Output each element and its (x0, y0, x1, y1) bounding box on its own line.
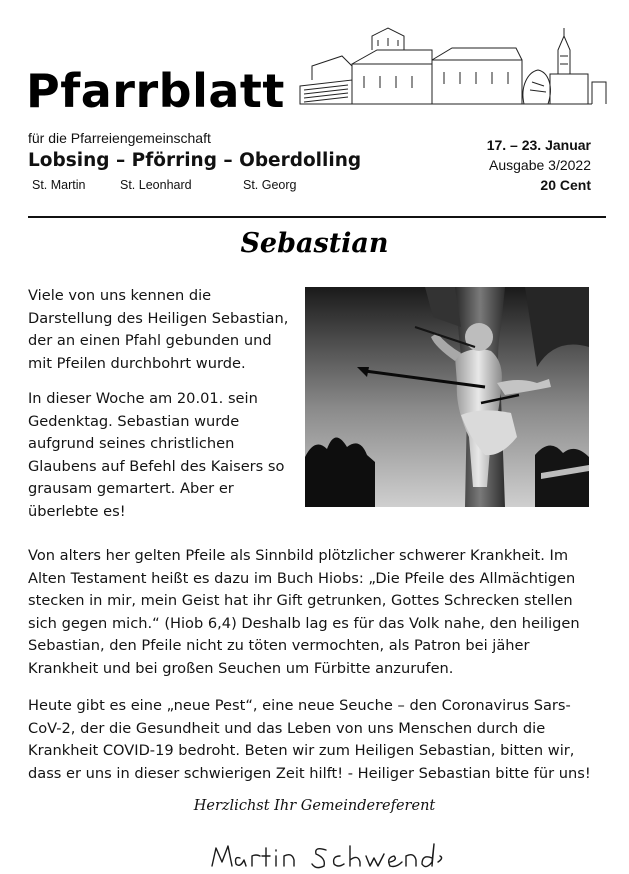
church-illustration (292, 26, 612, 108)
saint-label: St. Martin (32, 178, 86, 192)
newsletter-title: Pfarrblatt (26, 64, 285, 118)
header-divider (28, 216, 606, 218)
intro-column (28, 285, 296, 536)
saint-label: St. Georg (243, 178, 297, 192)
article-heading: Sebastian (240, 228, 389, 259)
article-paragraph: Heute gibt es eine „neue Pest“, eine neue Seuche – den Coronavirus Sars-CoV-2, der die Gesundheit und das Leben von uns Menschen durch die Krankheit COVID-19 bedroht. Beten wir zum Heiligen Sebastian, bitten wir, dass er uns in dieser schwierigen Zeit hilft! - Heiliger Sebastian bitte für uns! (28, 697, 591, 782)
saint-label: St. Leonhard (120, 178, 192, 192)
article-paragraph: Von alters her gelten Pfeile als Sinnbild plötzlicher schwerer Krankheit. Im Alten Testament heißt es dazu im Buch Hiobs: „Die Pfeile des Allmächtigen stecken in mir, mein Geist hat ihr Gift getrunken, Gottes Schrecken stellen sich gegen mich.“ (Hiob 6,4) Deshalb lag es für das Volk nahe, den heiligen Sebastian, den Pfeile nicht zu töten vermochten, als Patron bei jäher Krankheit und bei großen Seuchen um Fürbitte anzurufen. (28, 547, 580, 677)
article-paragraph: In dieser Woche am 20.01. sein Gedenktag. Sebastian wurde aufgrund seines christlichen Glaubens auf Befehl des Kaisers so grausam gemartert. Aber er überlebte es! (28, 390, 285, 520)
newsletter-subtitle: für die Pfarreiengemeinschaft (28, 130, 211, 146)
parish-names: Lobsing – Pförring – Oberdolling (28, 150, 362, 171)
issue-dates: 17. – 23. Januar (486, 137, 591, 153)
saint-sebastian-photo (305, 287, 589, 507)
article-paragraph: Viele von uns kennen die Darstellung des Heiligen Sebastian, der an einen Pfahl gebunden und mit Pfeilen durchbohrt wurde. (28, 287, 289, 372)
handwritten-signature (208, 838, 448, 874)
issue-number: Ausgabe 3/2022 (489, 157, 591, 173)
closing-line: Herzlichst Ihr Gemeindereferent (193, 798, 436, 814)
issue-price: 20 Cent (540, 177, 591, 193)
issue-info (487, 135, 591, 195)
